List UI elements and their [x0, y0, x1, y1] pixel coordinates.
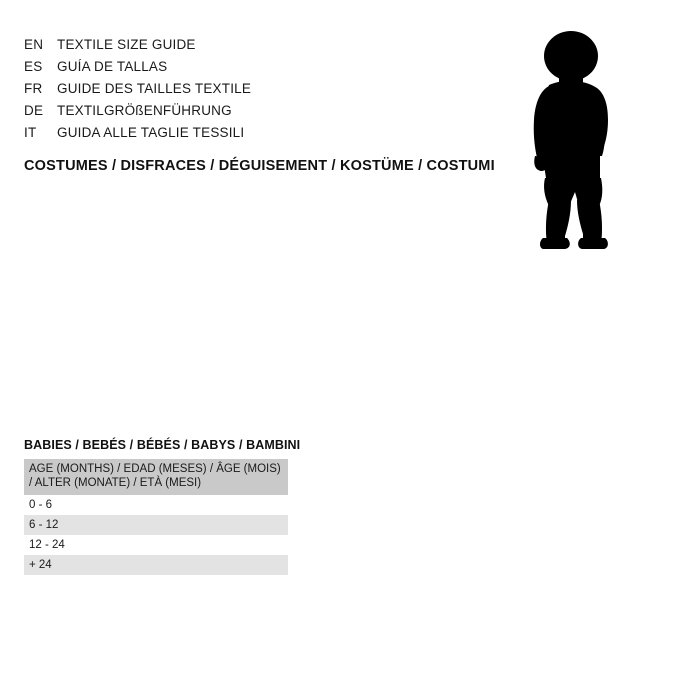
language-title-es: GUÍA DE TALLAS — [57, 59, 168, 74]
language-row-it — [24, 122, 454, 144]
language-code-it: IT — [24, 125, 37, 140]
language-title-block — [24, 34, 454, 144]
language-code-fr: FR — [24, 81, 43, 96]
size-value-2: 12 - 24 — [24, 535, 288, 555]
language-code-en: EN — [24, 37, 44, 52]
category-heading: COSTUMES / DISFRACES / DÉGUISEMENT / KOSTÜME / COSTUMI — [24, 158, 495, 174]
size-table-section — [24, 438, 301, 575]
size-value-0: 0 - 6 — [24, 495, 288, 515]
language-row-fr — [24, 78, 454, 100]
size-value-3: + 24 — [24, 555, 288, 575]
toddler-silhouette-icon — [505, 28, 635, 258]
table-row — [24, 535, 288, 555]
language-code-es: ES — [24, 59, 43, 74]
table-row — [24, 555, 288, 575]
language-row-de — [24, 100, 454, 122]
language-row-es — [24, 56, 454, 78]
language-row-en — [24, 34, 454, 56]
size-table — [24, 459, 288, 575]
language-code-de: DE — [24, 103, 44, 118]
language-title-it: GUIDA ALLE TAGLIE TESSILI — [57, 125, 245, 140]
language-title-de: TEXTILGRÖßENFÜHRUNG — [57, 103, 232, 118]
table-row — [24, 495, 288, 515]
language-title-en: TEXTILE SIZE GUIDE — [57, 37, 196, 52]
size-table-caption: BABIES / BEBÉS / BÉBÉS / BABYS / BAMBINI — [24, 438, 301, 452]
size-table-header-row — [24, 459, 288, 495]
table-row — [24, 515, 288, 535]
size-value-1: 6 - 12 — [24, 515, 288, 535]
language-title-fr: GUIDE DES TAILLES TEXTILE — [57, 81, 252, 96]
size-table-header-age: AGE (MONTHS) / EDAD (MESES) / ÂGE (MOIS) / ALTER (MONATE) / ETÀ (MESI) — [24, 459, 288, 495]
